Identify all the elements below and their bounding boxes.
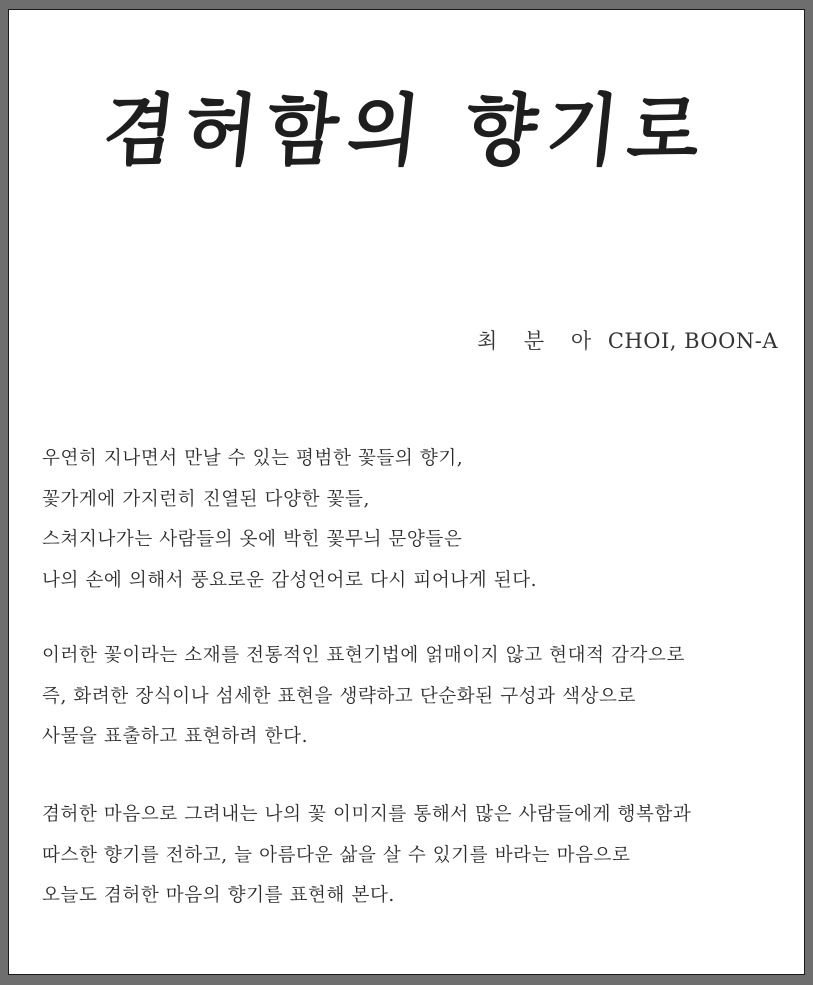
paragraph-3 [42, 795, 792, 917]
paragraph-line: 즉, 화려한 장식이나 섬세한 표현을 생략하고 단순화된 구성과 색상으로 [42, 685, 636, 707]
author-roman-name: CHOI, BOON-A [607, 329, 778, 353]
paragraph-line: 따스한 향기를 전하고, 늘 아름다운 삶을 살 수 있기를 바라는 마음으로 [42, 844, 631, 866]
paragraph-line: 오늘도 겸허한 마음의 향기를 표현해 본다. [42, 885, 395, 906]
author-korean-name: 최 분 아 [476, 329, 602, 353]
page-title: 겸허함의 향기로 [98, 85, 715, 177]
paragraph-line: 이러한 꽃이라는 소재를 전통적인 표현기법에 얽매이지 않고 현대적 감각으로 [42, 645, 685, 666]
author-byline [477, 325, 778, 355]
paragraph-line: 스쳐지나가는 사람들의 옷에 박힌 꽃무늬 문양들은 [42, 529, 463, 550]
paragraph-2 [42, 636, 792, 758]
paragraph-1 [42, 439, 792, 601]
paragraph-line: 꽃가게에 가지런히 진열된 다양한 꽃들, [42, 488, 370, 510]
paragraph-line: 겸허한 마음으로 그려내는 나의 꽃 이미지를 통해서 많은 사람들에게 행복함과 [42, 804, 692, 825]
document-page [8, 9, 805, 975]
paragraph-line: 사물을 표출하고 표현하려 한다. [42, 726, 309, 747]
paragraph-line: 나의 손에 의해서 풍요로운 감성언어로 다시 피어나게 된다. [42, 569, 538, 591]
paragraph-line: 우연히 지나면서 만날 수 있는 평범한 꽃들의 향기, [42, 448, 464, 469]
